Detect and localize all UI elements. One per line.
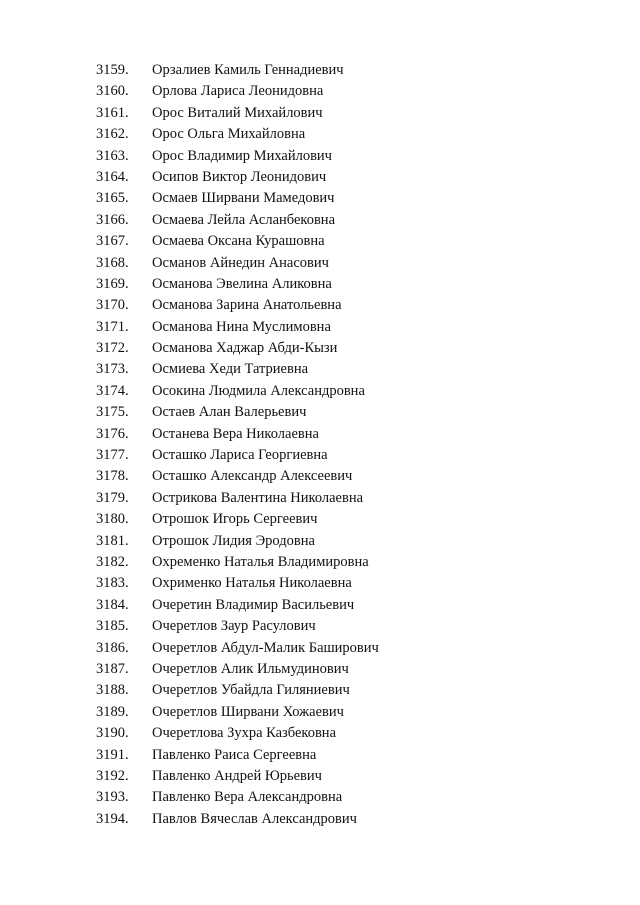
entry-name: Очеретин Владимир Васильевич <box>152 596 355 613</box>
list-item <box>96 231 616 252</box>
entry-name: Павленко Андрей Юрьевич <box>152 767 322 784</box>
entry-number: 3190. <box>96 725 129 742</box>
entry-name: Османов Айнедин Анасович <box>152 254 329 271</box>
list-item <box>96 638 616 659</box>
list-item <box>96 445 616 466</box>
entry-name: Османова Эвелина Аликовна <box>152 275 332 292</box>
entry-number: 3184. <box>96 596 129 613</box>
entry-number: 3181. <box>96 532 129 549</box>
list-item <box>96 253 616 274</box>
list-item <box>96 188 616 209</box>
list-item <box>96 124 616 145</box>
entry-number: 3160. <box>96 83 129 100</box>
entry-number: 3189. <box>96 703 129 720</box>
list-item <box>96 680 616 701</box>
list-item <box>96 317 616 338</box>
list-item <box>96 210 616 231</box>
list-item <box>96 509 616 530</box>
entry-name: Павленко Раиса Сергеевна <box>152 746 317 763</box>
entry-name: Осокина Людмила Александровна <box>152 382 365 399</box>
entry-number: 3188. <box>96 682 129 699</box>
list-item <box>96 488 616 509</box>
entry-number: 3163. <box>96 147 129 164</box>
entry-number: 3185. <box>96 618 129 635</box>
entry-name: Очеретлов Убайдла Гиляниевич <box>152 682 350 699</box>
entry-name: Осмаева Оксана Курашовна <box>152 233 325 250</box>
list-item <box>96 60 616 81</box>
entry-number: 3166. <box>96 211 129 228</box>
entry-number: 3159. <box>96 62 129 78</box>
list-item <box>96 402 616 423</box>
list-item <box>96 702 616 723</box>
list-item <box>96 787 616 808</box>
list-item <box>96 659 616 680</box>
entry-name: Осмаева Лейла Асланбековна <box>152 211 335 228</box>
entry-number: 3171. <box>96 318 129 335</box>
entry-name: Острикова Валентина Николаевна <box>152 489 364 506</box>
entry-name: Орос Владимир Михайлович <box>152 147 332 164</box>
entry-number: 3177. <box>96 447 129 464</box>
entry-number: 3194. <box>96 810 129 827</box>
entry-name: Очеретлов Абдул-Малик Баширович <box>152 639 379 656</box>
entry-number: 3174. <box>96 382 129 399</box>
entry-number: 3179. <box>96 489 129 506</box>
entry-number: 3168. <box>96 254 129 271</box>
entry-number: 3173. <box>96 361 129 378</box>
entry-name: Отрошок Лидия Эродовна <box>152 532 315 549</box>
list-item <box>96 616 616 637</box>
entry-number: 3187. <box>96 660 129 677</box>
entry-name: Орос Ольга Михайловна <box>152 126 306 143</box>
entry-name: Османова Зарина Анатольевна <box>152 297 342 314</box>
entry-number: 3162. <box>96 126 129 143</box>
entry-name: Осташко Лариса Георгиевна <box>152 447 328 464</box>
entry-name: Охрименко Наталья Николаевна <box>152 575 352 592</box>
entry-name: Остаев Алан Валерьевич <box>152 404 307 421</box>
entry-number: 3192. <box>96 767 129 784</box>
entry-number: 3167. <box>96 233 129 250</box>
entry-name: Павлов Вячеслав Александрович <box>152 810 357 827</box>
list-item <box>96 552 616 573</box>
entry-name: Османова Нина Муслимовна <box>152 318 331 335</box>
entry-number: 3191. <box>96 746 129 763</box>
entry-number: 3176. <box>96 425 129 442</box>
entry-name: Очеретлов Ширвани Хожаевич <box>152 703 344 720</box>
entry-name: Очеретлов Заур Расулович <box>152 618 316 635</box>
list-item <box>96 745 616 766</box>
entry-name: Отрошок Игорь Сергеевич <box>152 511 318 528</box>
entry-number: 3183. <box>96 575 129 592</box>
list-item <box>96 359 616 380</box>
list-item <box>96 103 616 124</box>
list-item <box>96 146 616 167</box>
entry-name: Орос Виталий Михайлович <box>152 104 323 121</box>
entry-number: 3165. <box>96 190 129 207</box>
entry-name: Осмиева Хеди Татриевна <box>152 361 309 378</box>
list-item <box>96 766 616 787</box>
entry-number: 3186. <box>96 639 129 656</box>
entry-number: 3180. <box>96 511 129 528</box>
entry-name: Орзалиев Камиль Геннадиевич <box>152 62 344 78</box>
entry-name: Орлова Лариса Леонидовна <box>152 83 324 100</box>
entry-number: 3170. <box>96 297 129 314</box>
entry-name: Павленко Вера Александровна <box>152 789 343 806</box>
entry-number: 3161. <box>96 104 129 121</box>
entry-name: Осмаев Ширвани Мамедович <box>152 190 335 207</box>
entry-number: 3182. <box>96 553 129 570</box>
entry-number: 3178. <box>96 468 129 485</box>
list-item <box>96 531 616 552</box>
entry-name: Османова Хаджар Абди-Кызи <box>152 340 338 357</box>
list-item <box>96 295 616 316</box>
entry-name: Осташко Александр Алексеевич <box>152 468 353 485</box>
entry-name: Осипов Виктор Леонидович <box>152 168 327 185</box>
list-item <box>96 274 616 295</box>
list-item <box>96 723 616 744</box>
list-item <box>96 424 616 445</box>
entry-number: 3193. <box>96 789 129 806</box>
list-item <box>96 381 616 402</box>
list-item <box>96 338 616 359</box>
list-item <box>96 595 616 616</box>
name-list <box>96 60 616 830</box>
entry-number: 3169. <box>96 275 129 292</box>
entry-number: 3175. <box>96 404 129 421</box>
entry-number: 3172. <box>96 340 129 357</box>
list-item <box>96 809 616 830</box>
entry-name: Очеретлова Зухра Казбековна <box>152 725 337 742</box>
list-item <box>96 573 616 594</box>
list-item <box>96 81 616 102</box>
entry-number: 3164. <box>96 168 129 185</box>
list-item <box>96 466 616 487</box>
entry-name: Останева Вера Николаевна <box>152 425 319 442</box>
entry-name: Очеретлов Алик Ильмудинович <box>152 660 349 677</box>
list-item <box>96 167 616 188</box>
entry-name: Охременко Наталья Владимировна <box>152 553 369 570</box>
